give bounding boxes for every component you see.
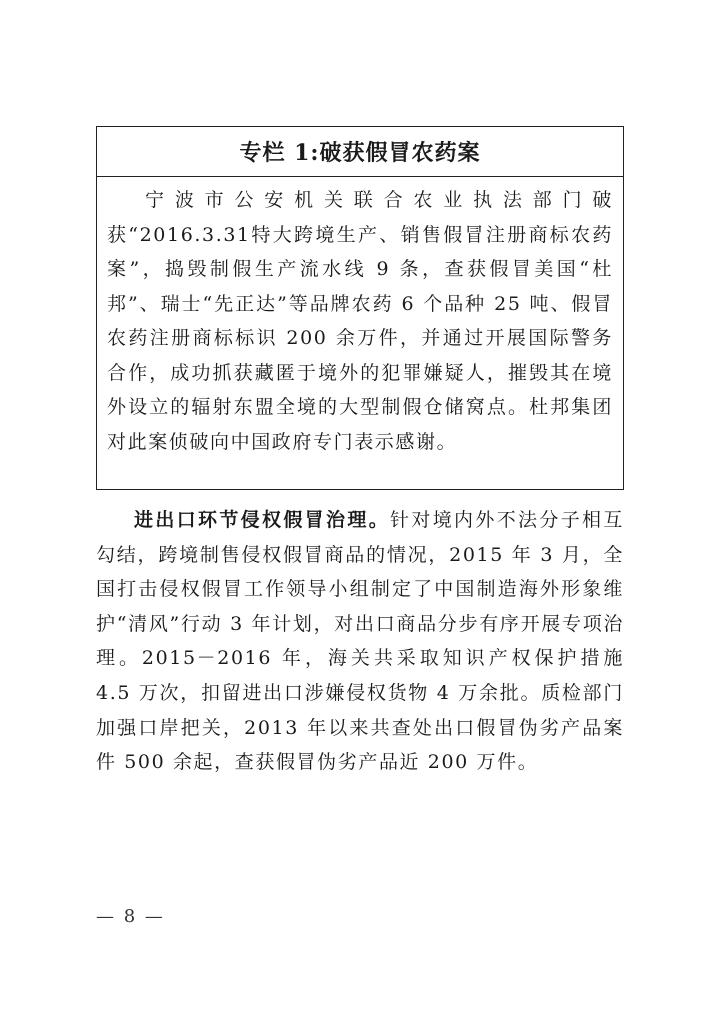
body-paragraph [96, 503, 624, 780]
page-number: — 8 — [96, 906, 165, 927]
box-text: 宁波市公安机关联合农业执法部门破获“2016.3.31特大跨境生产、销售假冒注册商标农药案”，捣毁制假生产流水线 9 条，查获假冒美国“杜邦”、瑞士“先正达”等品牌农药 6 个品种 25 吨、假冒农药注册商标标识 200 余万件，并通过开展国际警务合作，成功抓获藏匿于境外的犯罪嫌疑人，摧毁其在境外设立的辐射东盟全境的大型制假仓储窝点。杜邦集团对此案侦破向中国政府专门表示感谢。 [107, 189, 613, 453]
box-title: 专栏 1:破获假冒农药案 [97, 127, 623, 177]
paragraph-lead: 进出口环节侵权假冒治理。 [134, 509, 391, 531]
paragraph-text: 针对境内外不法分子相互勾结，跨境制售侵权假冒商品的情况，2015 年 3 月，全国打击侵权假冒工作领导小组制定了中国制造海外形象维护“清风”行动 3 年计划，对出口商品分步有序开展专项治理。2015－2016 年，海关共采取知识产权保护措施 4.5 万次，扣留进出口涉嫌侵权货物 4 万余批。质检部门加强口岸把关，2013 年以来共查处出口假冒伪劣产品案件 500 余起，查获假冒伪劣产品近 200 万件。 [96, 509, 624, 774]
sidebar-box [96, 126, 624, 490]
